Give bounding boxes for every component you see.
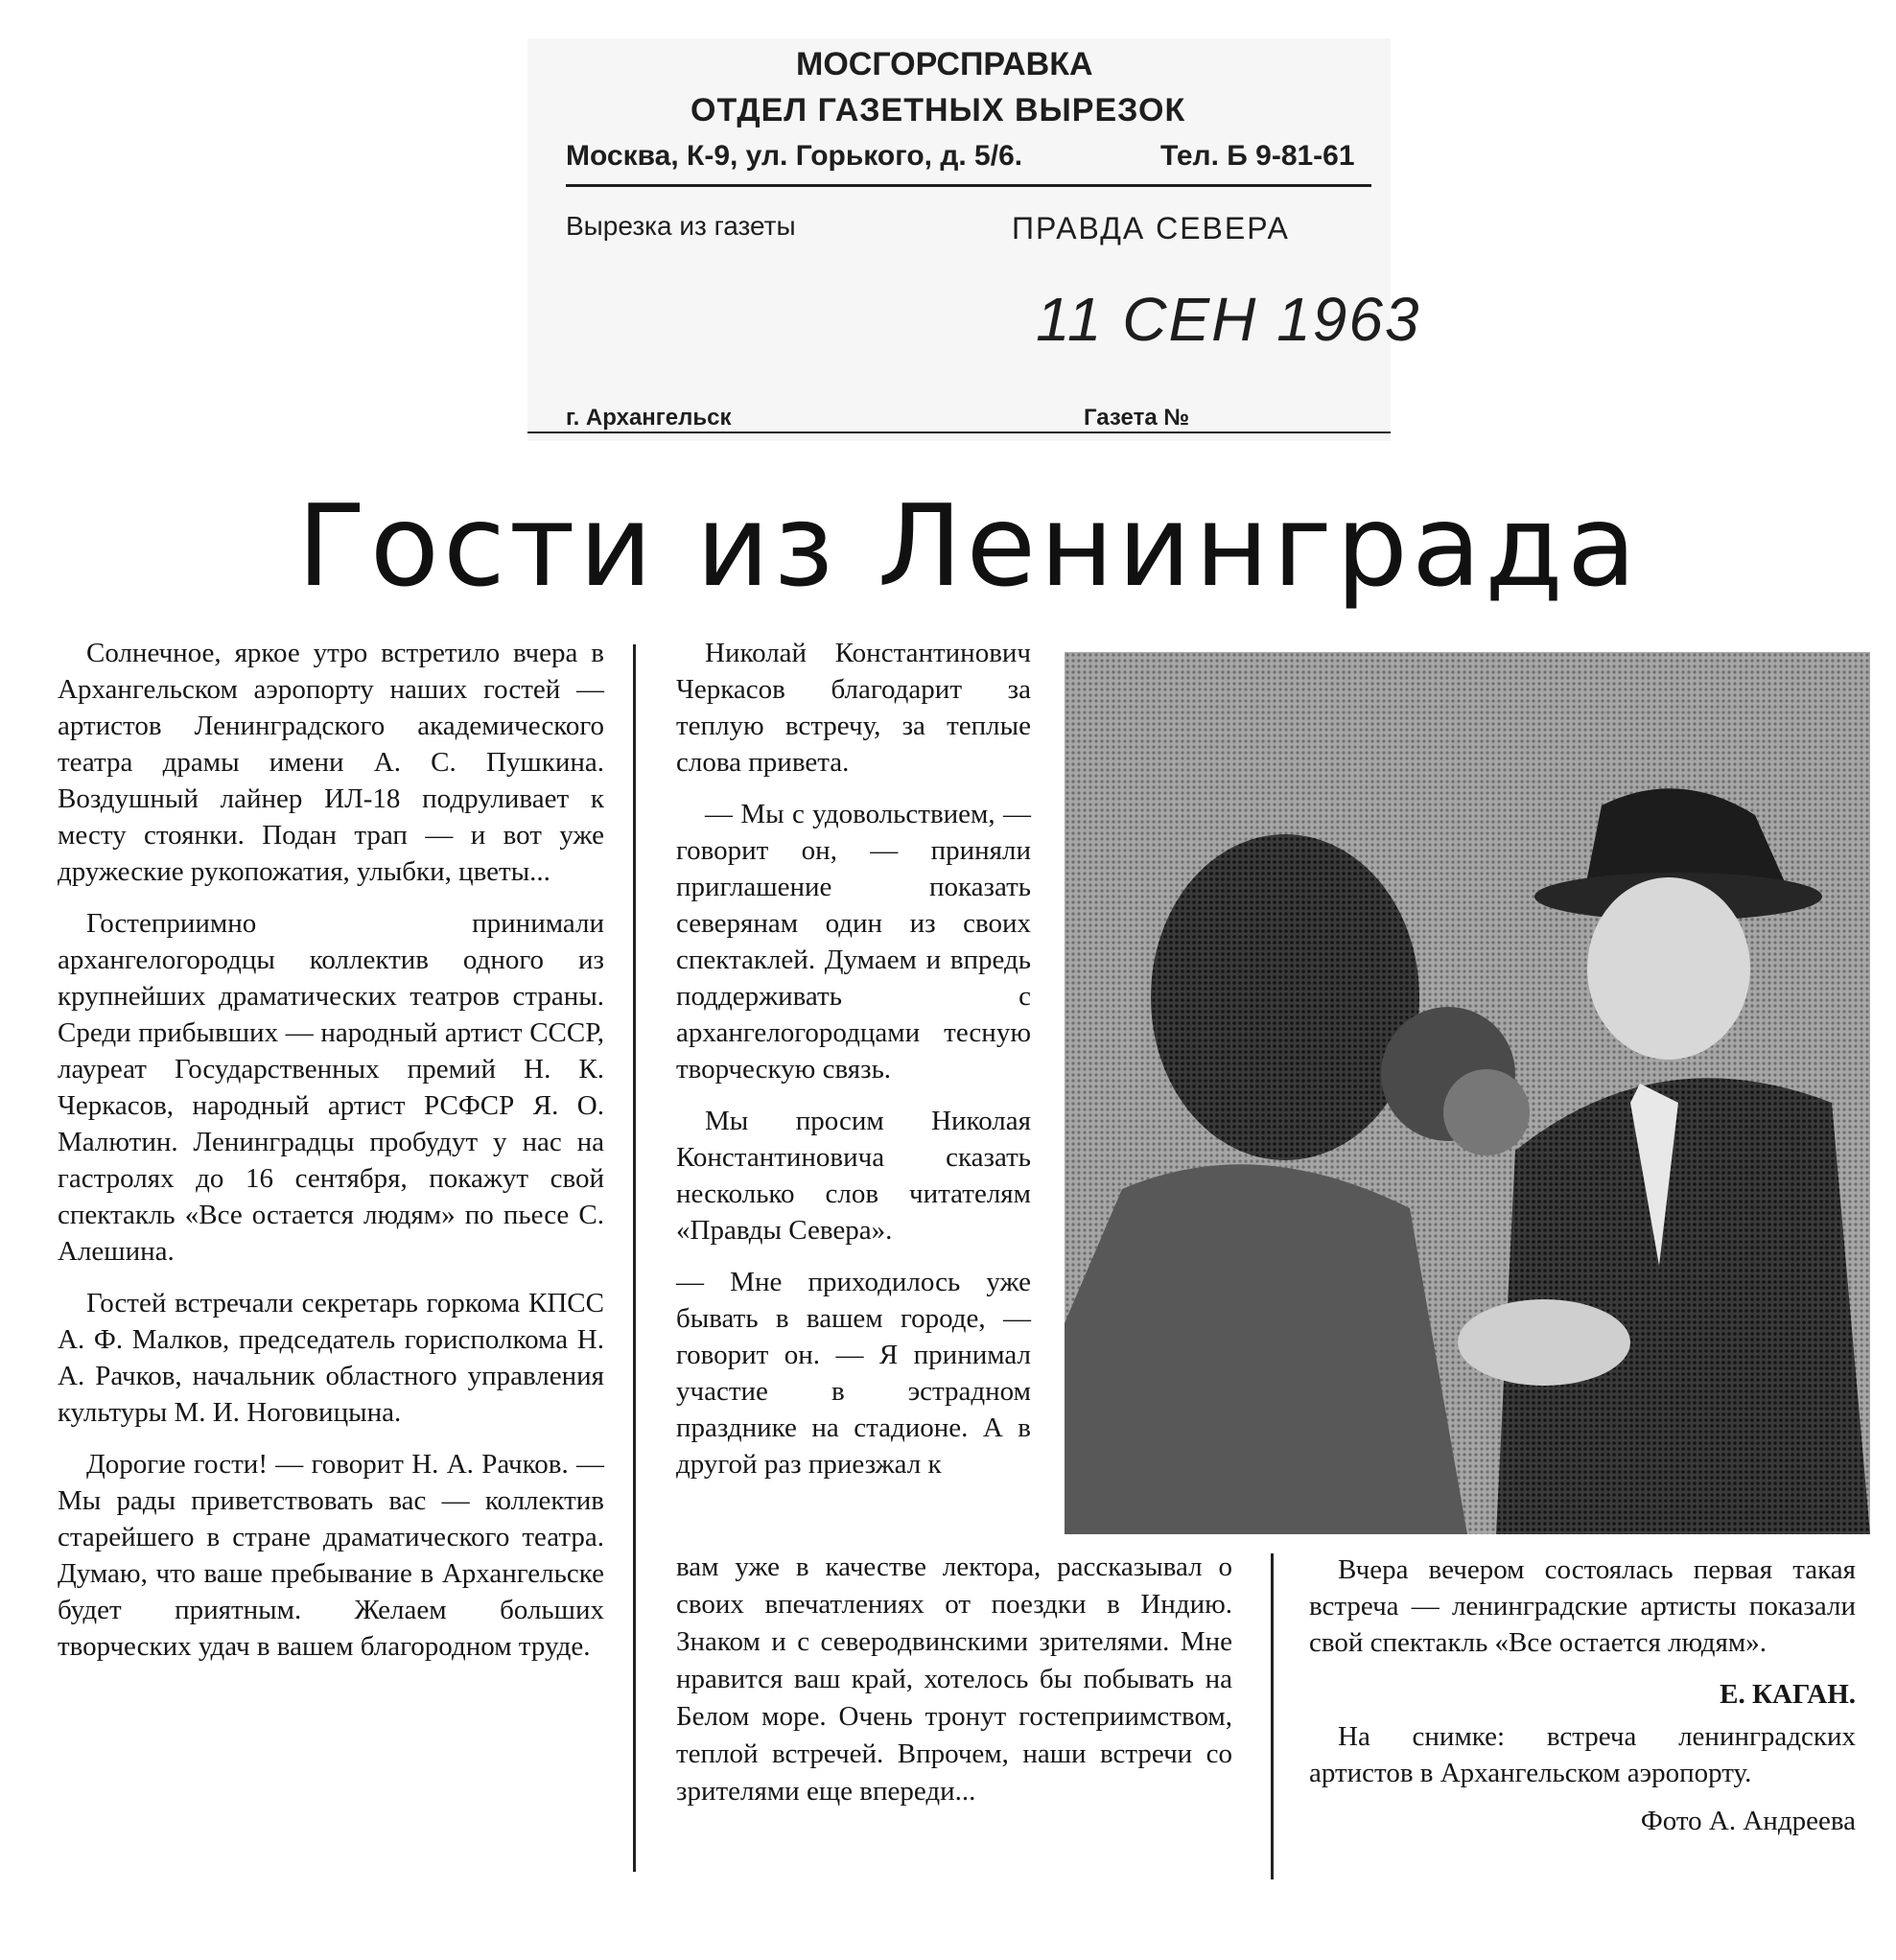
stamp-phone: Тел. Б 9-81-61 [1160,140,1355,172]
article-headline: Гости из Ленинграда [296,479,1641,612]
stamp-date: 11 СЕН 1963 [1036,285,1421,354]
paragraph: Гостей встречали секретарь горкома КПСС А. Ф. Малков, председатель горисполкома Н. А. Рачков, начальник областного управления культуры М. И. Ноговицына. [58,1288,604,1428]
stamp-city: г. Архангельск [566,405,732,431]
article-column-1 [58,635,604,1680]
stamp-issue-label: Газета № [1084,405,1190,431]
photo-image [1065,652,1870,1534]
paragraph: Гостеприимно принимали архангелогородцы коллектив одного из крупнейших драматических театров страны. Среди прибывших — народный артист СССР, лауреат Государственных премий Н. К. Черкасов, народный артист РСФСР Я. О. Малютин. Ленинградцы пробудут у нас на гастролях до 16 сентября, покажут свой спектакль «Все остается людям» по пьесе С. Алешина. [58,908,604,1267]
stamp-newspaper: ПРАВДА СЕВЕРА [1012,211,1290,245]
stamp-address: Москва, К-9, ул. Горького, д. 5/6. [566,140,1023,172]
paragraph: Вчера вечером состоялась первая такая встреча — ленинградские артисты показали свой спектакль «Все остается людям». [1309,1554,1856,1658]
photo-credit: Фото А. Андреева [1640,1806,1856,1836]
paragraph: Николай Константинович Черкасов благодарит за теплую встречу, за теплые слова привета. [676,638,1031,778]
stamp-agency: МОСГОРСПРАВКА [796,46,1093,82]
paragraph: — Мне приходилось уже бывать в вашем городе, — говорит он. — Я принимал участие в эстрадном празднике на стадионе. А в другой раз приезжал к [676,1267,1031,1480]
stamp-source-label: Вырезка из газеты [566,211,796,241]
clipping-stamp [527,38,1421,441]
photo-caption: На снимке: встреча ленинградских артистов в Архангельском аэропорту. [1309,1721,1856,1788]
stamp-bottom-rule [527,432,1391,433]
news-photo [1065,652,1870,1534]
stamp-department: ОТДЕЛ ГАЗЕТНЫХ ВЫРЕЗОК [691,92,1186,128]
column-divider-2 [1271,1553,1274,1879]
paragraph: Солнечное, яркое утро встретило вчера в Архангельском аэропорту наших гостей — артистов Ленинградского академического театра драмы имени А. С. Пушкина. Воздушный лайнер ИЛ-18 подруливает к месту стоянки. Подан трап — и вот уже дружеские рукопожатия, улыбки, цветы... [58,638,604,887]
article-column-3 [1309,1552,1856,1839]
paragraph: — Мы с удовольствием, — говорит он, — приняли приглашение показать северянам один из своих спектаклей. Думаем и впредь поддерживать с архангелогородцами тесную творческую связь. [676,799,1031,1085]
paragraph: вам уже в качестве лектора, рассказывал о своих впечатлениях от поездки в Индию. Знаком и с северодвинскими зрителями. Мне нравится ваш край, хотелось бы побывать на Белом море. Очень тронут гостеприимством, теплой встречей. Впрочем, наши встречи со зрителями еще впереди... [676,1552,1232,1807]
article-column-2 [676,635,1031,1498]
article-column-2-continuation [676,1549,1232,1826]
author-signature: Е. КАГАН. [1720,1679,1856,1710]
column-divider-1 [633,644,636,1872]
paragraph: Дорогие гости! — говорит Н. А. Рачков. — Мы рады приветствовать вас — коллектив старейшего в стране драматического театра. Думаю, что ваше пребывание в Архангельске будет приятным. Желаем больших творческих удач в вашем благородном труде. [58,1449,604,1662]
stamp-top-rule [566,184,1371,187]
paragraph: Мы просим Николая Константиновича сказать несколько слов читателям «Правды Севера». [676,1106,1031,1246]
